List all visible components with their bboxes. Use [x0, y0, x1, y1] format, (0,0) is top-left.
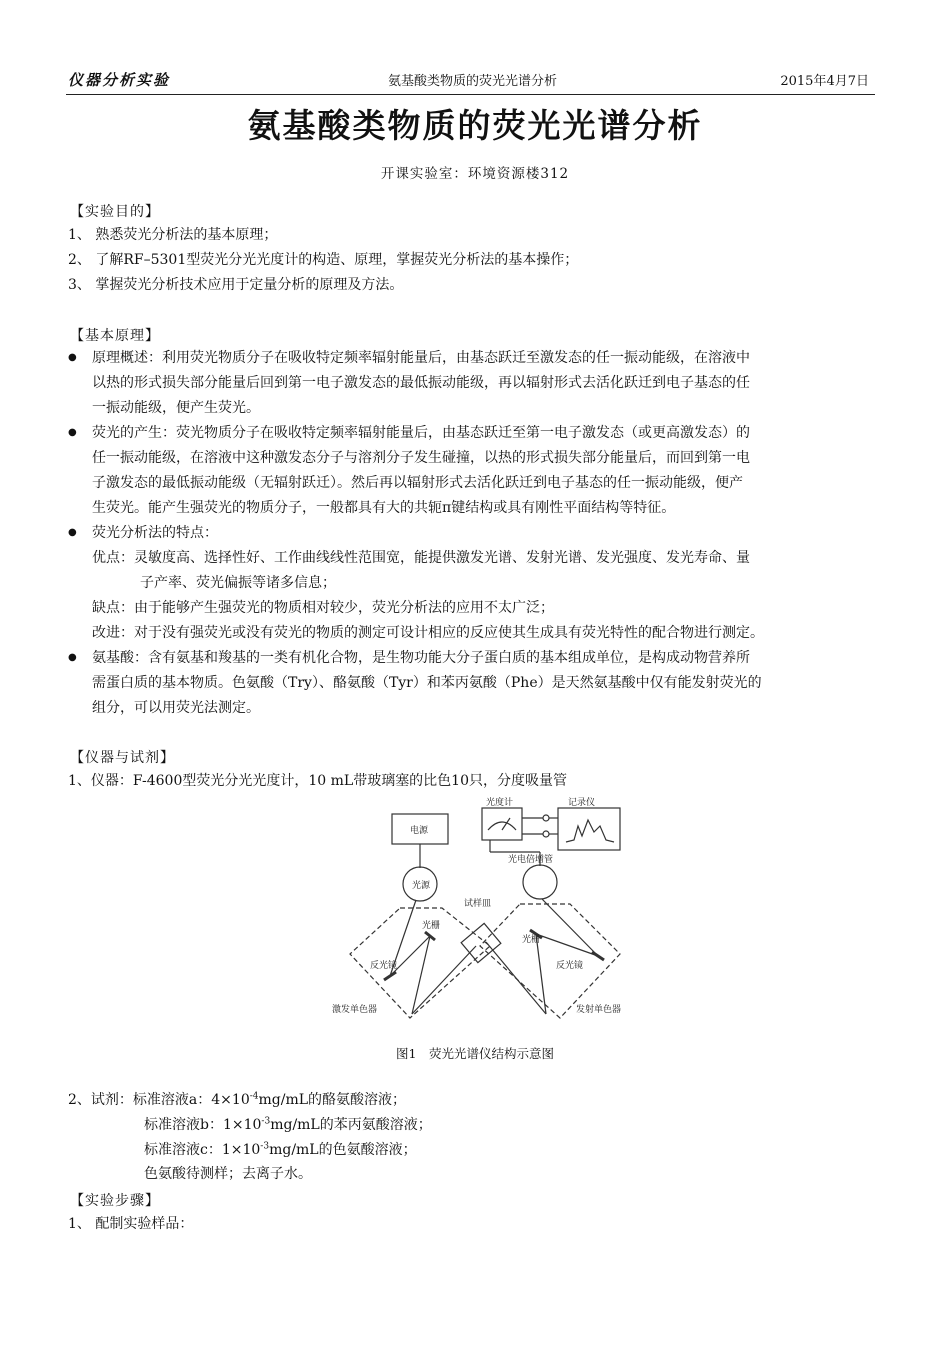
label-mirror-1: 反光镜	[370, 961, 398, 971]
instrument-line: 1、仪器：F-4600型荧光分光光度计，10 mL带玻璃塞的比色10只，分度吸量管	[68, 773, 568, 789]
reagent-b-unit: mg/mL的苯丙氨酸溶液；	[270, 1117, 432, 1133]
section-heading-steps: 【实验步骤】	[70, 1193, 160, 1209]
principle-overview-line: 原理概述：利用荧光物质分子在吸收特定频率辐射能量后，由基态跃迁至激发态的任一振动能级，在溶液中	[92, 350, 750, 366]
method-improvement-line: 改进：对于没有强荧光或没有荧光的物质的测定可设计相应的反应使其生成具有荧光特性的配合物进行测定。	[92, 625, 764, 641]
header-title: 氨基酸类物质的荧光光谱分析	[388, 74, 558, 89]
light-path	[536, 934, 546, 1014]
fluorescence-origin-line: 任一振动能级，在溶液中这种激发态分子与溶剂分子发生碰撞，以热的形式损失部分能量后，而回到第一电	[92, 450, 750, 466]
header-date: 2015年4月7日	[780, 74, 869, 89]
light-path	[542, 899, 598, 956]
label-photometer: 光度计	[486, 798, 514, 808]
fluorescence-origin-line: 生荧光。能产生强荧光的物质分子，一般都具有大的共轭π键结构或具有刚性平面结构等特征。	[92, 500, 676, 516]
purpose-item: 3、 掌握荧光分析技术应用于定量分析的原理及方法。	[68, 277, 404, 293]
fluorescence-origin-line: 荧光的产生：荧光物质分子在吸收特定频率辐射能量后，由基态跃迁至第一电子激发态（或更高激发态）的	[92, 425, 750, 441]
purpose-item: 1、 熟悉荧光分析法的基本原理；	[68, 227, 278, 243]
principle-overview-line: 以热的形式损失部分能量后回到第一电子激发态的最低振动能级，再以辐射形式去活化跃迁到电子基态的任	[92, 375, 750, 391]
reagent-a-text: 标准溶液a：4×10	[132, 1092, 250, 1108]
label-emission-monochromator: 发射单色器	[576, 1005, 622, 1015]
step-item: 1、 配制实验样品：	[68, 1216, 194, 1232]
meter-arc	[488, 822, 516, 830]
label-mirror-2: 反光镜	[556, 961, 584, 971]
label-sample-cell: 试样皿	[464, 899, 492, 909]
mirror	[384, 972, 396, 980]
reagent-line-d: 色氨酸待测样；去离子水。	[144, 1166, 312, 1182]
amino-acid-line: 组分，可以用荧光法测定。	[92, 700, 260, 716]
reagent-line-b	[144, 1115, 432, 1135]
reagent-a-exponent: -4	[249, 1091, 259, 1102]
reagent-b-text: 标准溶液b：1×10	[144, 1117, 262, 1133]
amino-acid-line: 需蛋白质的基本物质。色氨酸（Try）、酪氨酸（Tyr）和苯丙氨酸（Phe）是天然氨基酸中仅有能发射荧光的	[92, 675, 762, 691]
reagent-c-exponent: -3	[260, 1141, 270, 1152]
header-course: 仪器分析实验	[68, 71, 171, 89]
recorder-trace	[566, 820, 614, 842]
reagent-prefix: 2、试剂：	[68, 1092, 133, 1108]
bullet-icon: ●	[68, 352, 77, 363]
section-heading-principle: 【基本原理】	[70, 328, 160, 344]
principle-overview-line: 一振动能级，便产生荧光。	[92, 400, 260, 416]
bullet-icon: ●	[68, 652, 77, 663]
photometer-box	[482, 808, 522, 840]
light-path	[412, 946, 476, 1014]
reagent-a-unit: mg/mL的酪氨酸溶液；	[258, 1092, 407, 1108]
bullet-icon: ●	[68, 427, 77, 438]
light-path	[486, 942, 546, 1014]
mirror	[592, 952, 604, 960]
reagent-c-text: 标准溶液c：1×10	[144, 1142, 261, 1158]
method-features-heading: 荧光分析法的特点：	[92, 525, 218, 541]
reagent-line-a	[68, 1090, 406, 1110]
section-heading-instruments: 【仪器与试剂】	[70, 750, 175, 766]
label-recorder: 记录仪	[568, 798, 596, 808]
reagent-c-unit: mg/mL的色氨酸溶液；	[269, 1142, 417, 1158]
label-grating-1: 光栅	[422, 921, 441, 931]
label-power: 电源	[410, 826, 429, 836]
header-rule	[66, 94, 875, 95]
emission-monochromator	[480, 904, 620, 1018]
label-grating-2: 光栅	[522, 935, 541, 945]
label-pmt: 光电倍增管	[508, 855, 554, 865]
figure-caption: 图1 荧光光谱仪结构示意图	[396, 1046, 554, 1061]
spectrometer-diagram	[330, 796, 630, 1032]
label-source: 光源	[412, 881, 431, 891]
recorder-box	[558, 808, 620, 850]
connector-dot	[543, 831, 549, 837]
label-excitation-monochromator: 激发单色器	[332, 1005, 378, 1015]
amino-acid-line: 氨基酸：含有氨基和羧基的一类有机化合物，是生物功能大分子蛋白质的基本组成单位，是构成动物营养所	[92, 650, 750, 666]
sample-cell	[461, 923, 501, 962]
method-disadvantages-line: 缺点：由于能够产生强荧光的物质相对较少，荧光分析法的应用不太广泛；	[92, 600, 554, 616]
method-advantages-line: 子产率、荧光偏振等诸多信息；	[140, 575, 336, 591]
lab-location: 开课实验室：环境资源楼312	[380, 166, 570, 182]
page-title: 氨基酸类物质的荧光光谱分析	[247, 106, 703, 145]
reagent-b-exponent: -3	[261, 1116, 271, 1127]
method-advantages-line: 优点：灵敏度高、选择性好、工作曲线线性范围宽，能提供激发光谱、发射光谱、发光强度、发光寿命、量	[92, 550, 750, 566]
reagent-line-c	[144, 1140, 417, 1160]
purpose-item: 2、 了解RF–5301型荧光分光光度计的构造、原理，掌握荧光分析法的基本操作；	[68, 252, 579, 268]
photomultiplier-circle	[523, 865, 557, 899]
fluorescence-origin-line: 子激发态的最低振动能级（无辐射跃迁）。然后再以辐射形式去活化跃迁到电子基态的任一振动能级，便产	[92, 475, 743, 491]
light-path	[536, 934, 598, 956]
bullet-icon: ●	[68, 527, 77, 538]
section-heading-purpose: 【实验目的】	[70, 204, 160, 220]
page-header	[68, 69, 873, 91]
connector-dot	[543, 815, 549, 821]
